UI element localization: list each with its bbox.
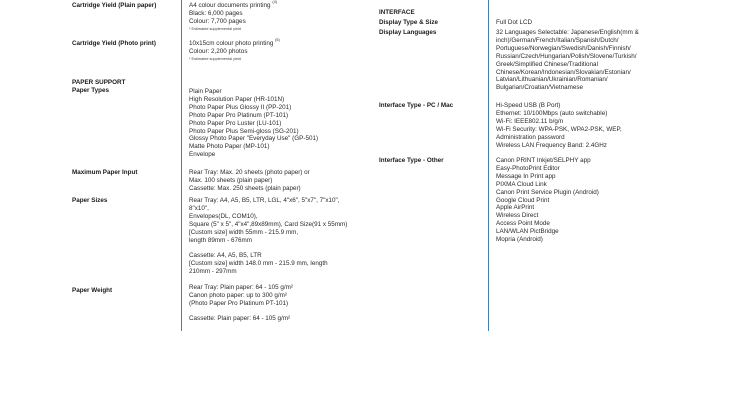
paper-types-list [189,88,318,159]
paper-type-item: Plain Paper [189,88,222,95]
paper-type-item: Matte Photo Paper (MP-101) [189,143,270,151]
cartridge-yield-plain-label: Cartridge Yield (Plain paper) [72,2,157,9]
display-languages-line: Bulgarian/Croatian/Vietnamese [496,84,584,92]
interface-pc-mac-value [496,102,622,149]
cartridge-yield-photo-value [189,40,280,62]
interface-other-line: Easy-PhotoPrint Editor [496,164,560,172]
footnote-4: (4) [272,0,277,4]
paper-sizes-line: length 89mm - 676mm [189,236,252,244]
paper-type-item: Photo Paper Pro Platinum (PT-101) [189,111,289,119]
cartridge-yield-plain-value [189,2,277,32]
max-paper-input-line: Max. 100 sheets (plain paper) [189,176,273,184]
display-languages-line: 32 Languages Selectable: Japanese/English(mm & [496,29,639,36]
paper-sizes-label: Paper Sizes [72,197,108,204]
interface-other-line: Mopria (Android) [496,236,543,244]
interface-other-value [496,157,599,244]
display-languages-line: Russian/Czech/Hungarian/Polish/Slovene/Turkish/ [496,52,637,60]
display-type-label: Display Type & Size [379,19,439,26]
cartridge-yield-photo-label: Cartridge Yield (Photo print) [72,40,156,47]
paper-weight-line: Rear Tray: Plain paper: 64 - 105 g/m² [189,284,293,291]
interface-other-line: PIXMA Cloud Link [496,180,547,188]
cartridge-yield-photo-line-2: Colour: 2,200 photos [189,47,248,55]
max-paper-input-value [189,169,310,193]
paper-weight-line: (Photo Paper Pro Platinum PT-101) [189,299,289,307]
display-type-value: Full Dot LCD [496,19,533,26]
paper-sizes-cassette-line: [Custom size] width 148.0 mm - 215.9 mm, length [189,259,328,267]
max-paper-input-label: Maximum Paper Input [72,169,138,176]
cartridge-yield-plain-line-2: Black: 6,000 pages [189,9,243,17]
paper-weight-cassette-line: Cassette: Plain paper: 64 - 105 g/m² [189,315,291,323]
interface-pc-mac-line: Administration password [496,133,565,141]
cartridge-yield-photo-line-1: 10x15cm colour photo printing [189,40,274,47]
interface-pc-mac-line: Wi-Fi Security: WPA-PSK, WPA2-PSK, WEP, [496,125,622,133]
left-column-divider [181,0,182,331]
display-languages-value [496,29,639,92]
paper-support-heading: PAPER SUPPORT [72,79,126,86]
paper-type-item: Photo Paper Pro Luster (LU-101) [189,119,282,127]
paper-types-label: Paper Types [72,87,109,94]
right-column-divider [488,0,489,331]
interface-pc-mac-line: Hi-Speed USB (B Port) [496,102,561,109]
paper-sizes-line: Rear Tray: A4, A5, B5, LTR, LGL, 4"x6", 5"x7", 7"x10", [189,197,340,204]
paper-weight-value [189,284,293,323]
interface-other-line: Canon PRINT Inkjet/SELPHY app [496,157,591,164]
display-languages-line: Greek/Simplified Chinese/Traditional [496,60,598,68]
cartridge-yield-plain-line-1: A4 colour documents printing [189,2,271,9]
display-languages-line: Chinese/Korean/Indonesian/Slovakian/Estonian/ [496,68,631,76]
interface-other-line: Message In Print app [496,172,556,180]
paper-type-item: Photo Paper Plus Glossy II (PP-201) [189,103,292,111]
max-paper-input-line: Cassette: Max. 250 sheets (plain paper) [189,184,301,192]
display-languages-line: Latvian/Lithuanian/Ukrainian/Romanian/ [496,76,608,84]
paper-sizes-value [189,197,347,276]
interface-other-label: Interface Type - Other [379,157,444,164]
interface-other-line: Apple AirPrint [496,204,535,212]
footnote-5: (5) [275,38,280,42]
interface-heading: INTERFACE [379,9,415,16]
interface-pc-mac-line: Wireless LAN Frequency Band: 2.4GHz [496,141,607,149]
interface-other-line: Wireless Direct [496,212,539,220]
interface-other-line: LAN/WLAN PictBridge [496,228,559,236]
interface-other-line: Google Cloud Print [496,196,550,204]
interface-pc-mac-label: Interface Type - PC / Mac [379,102,454,109]
paper-sizes-cassette-line: 210mm - 297mm [189,267,237,275]
paper-sizes-line: Square (5" x 5", 4"x4",89x89mm), Card Size(91 x 55mm) [189,220,348,228]
paper-type-item: Glossy Photo Paper "Everyday Use" (GP-501) [189,135,319,143]
paper-type-item: Envelope [189,151,216,159]
cartridge-yield-photo-note: * Estimated supplemental yield [189,56,241,61]
paper-sizes-line: Envelopes(DL, COM10), [189,212,258,220]
paper-weight-label: Paper Weight [72,287,113,294]
display-languages-label: Display Languages [379,29,437,36]
paper-type-item: Photo Paper Plus Semi-gloss (SG-201) [189,127,299,135]
interface-pc-mac-line: Wi-Fi: IEEE802.11 b/g/n [496,117,564,125]
display-languages-line: Portuguese/Norwegian/Swedish/Danish/Finnish/ [496,44,631,52]
paper-sizes-line: 8"x10", [189,204,209,212]
paper-sizes-line: [Custom size] width 55mm - 215.9 mm, [189,228,299,236]
interface-other-line: Canon Print Service Plugin (Android) [496,188,599,196]
max-paper-input-line: Rear Tray: Max. 20 sheets (photo paper) or [189,169,310,176]
cartridge-yield-plain-line-3: Colour: 7,700 pages [189,17,246,25]
display-languages-line: inch)/German/French/Italian/Spanish/Dutch/ [496,36,619,44]
paper-type-item: High Resolution Paper (HR-101N) [189,95,285,103]
interface-other-line: Access Point Mode [496,220,550,228]
interface-pc-mac-line: Ethernet: 10/100Mbps (auto switchable) [496,109,608,117]
paper-weight-line: Canon photo paper: up to 300 g/m² [189,291,288,299]
paper-sizes-cassette-line: Cassette: A4, A5, B5, LTR [189,251,262,259]
cartridge-yield-plain-note: * Estimated supplemental yield [189,26,241,31]
